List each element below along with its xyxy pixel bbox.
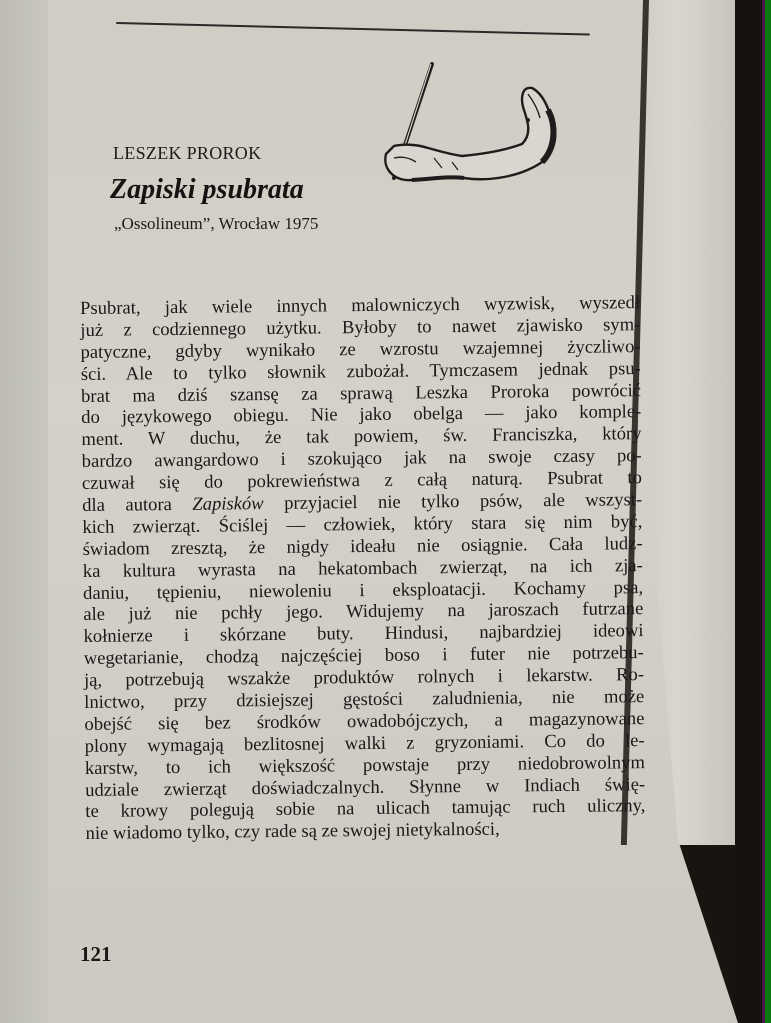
line-text: daniu, tępieniu, niewoleniu i eksploatacji. Kochamy psa, [82,576,644,604]
line-text: czuwał się do pokrewieństwa z całą naturą. Psubrat to [81,467,643,495]
line-text: ment. W duchu, że tak powiem, św. Franciszka, który [81,423,642,451]
left-background [0,0,50,1023]
line-text: wegetarianie, chodzą najczęściej boso i futer nie potrzebu- [83,642,644,670]
line-text: kich zwierząt. Ściślej — człowiek, który stara się nim być, [82,511,643,538]
line-text: ją, potrzebują wszakże produktów rolnych i lekarstw. Ro- [83,664,645,692]
page-number: 121 [80,942,112,966]
line-text: karstw, to ich większość powstaje przy niedobrowolnym [84,751,646,779]
line-text: te krowy polegują sobie na ulicach tamując ruch uliczny, [85,795,646,823]
line-text: do językowego obiegu. Nie jako obelga — jako komple- [81,401,642,429]
line-text: już z codziennego użytku. Byłoby to nawet zjawisko sym- [80,314,641,341]
line-text: świadom zresztą, że nigdy ideału nie osiągnie. Cała ludz- [82,532,643,560]
edge-artifact [765,0,771,1023]
line-text: przyjaciel nie tylko psów, ale wszyst- [263,489,643,515]
line-text: ale już nie pchły jego. Widujemy na jaroszach futrzane [83,598,644,626]
line-text: lnictwo, przy dzisiejszej gęstości zaludnienia, nie może [84,686,645,714]
line-text: nie wiadomo tylko, czy rade są ze swojej nietykalności, [85,819,500,845]
line-text: patyczne, gdyby wynikało ze wzrostu wzajemnej życzliwo- [80,335,641,363]
author-name: LESZEK PROROK [113,143,262,163]
line-text: brat ma dziś szansę za sprawą Leszka Proroka powrócić [80,379,642,407]
line-text: dla autora [82,493,193,517]
line-text: kołnierze i skórzane buty. Hindusi, najbardziej ideowi [83,620,644,648]
review-body [80,292,646,845]
line-text: plony wymagają bezlitosnej walki z gryzoniami. Co do le- [84,729,645,757]
line-text: Psubrat, jak wiele innych malowniczych wyzwisk, wyszedł [80,292,641,319]
line-text: udziale zwierząt doświadczalnych. Słynne w Indiach świę- [85,773,646,801]
line-text: obejść się bez środków owadobójczych, a magazynowane [84,708,645,735]
book-title: Zapiski psubrata [110,174,304,205]
dark-background [735,0,765,1023]
line-text: ka kultura wyrasta na hekatombach zwierząt, na ich zja- [82,554,643,582]
italic-title: Zapisków [192,493,264,515]
line-text: ści. Ale to tylko słownik zubożał. Tymczasem jednak psu- [80,357,641,385]
publication-info: „Ossolineum”, Wrocław 1975 [114,214,319,233]
line-text: bardzo awangardowo i szokująco jak na swoje czasy po- [81,445,642,473]
hand-writing-with-pen-icon [372,58,572,198]
